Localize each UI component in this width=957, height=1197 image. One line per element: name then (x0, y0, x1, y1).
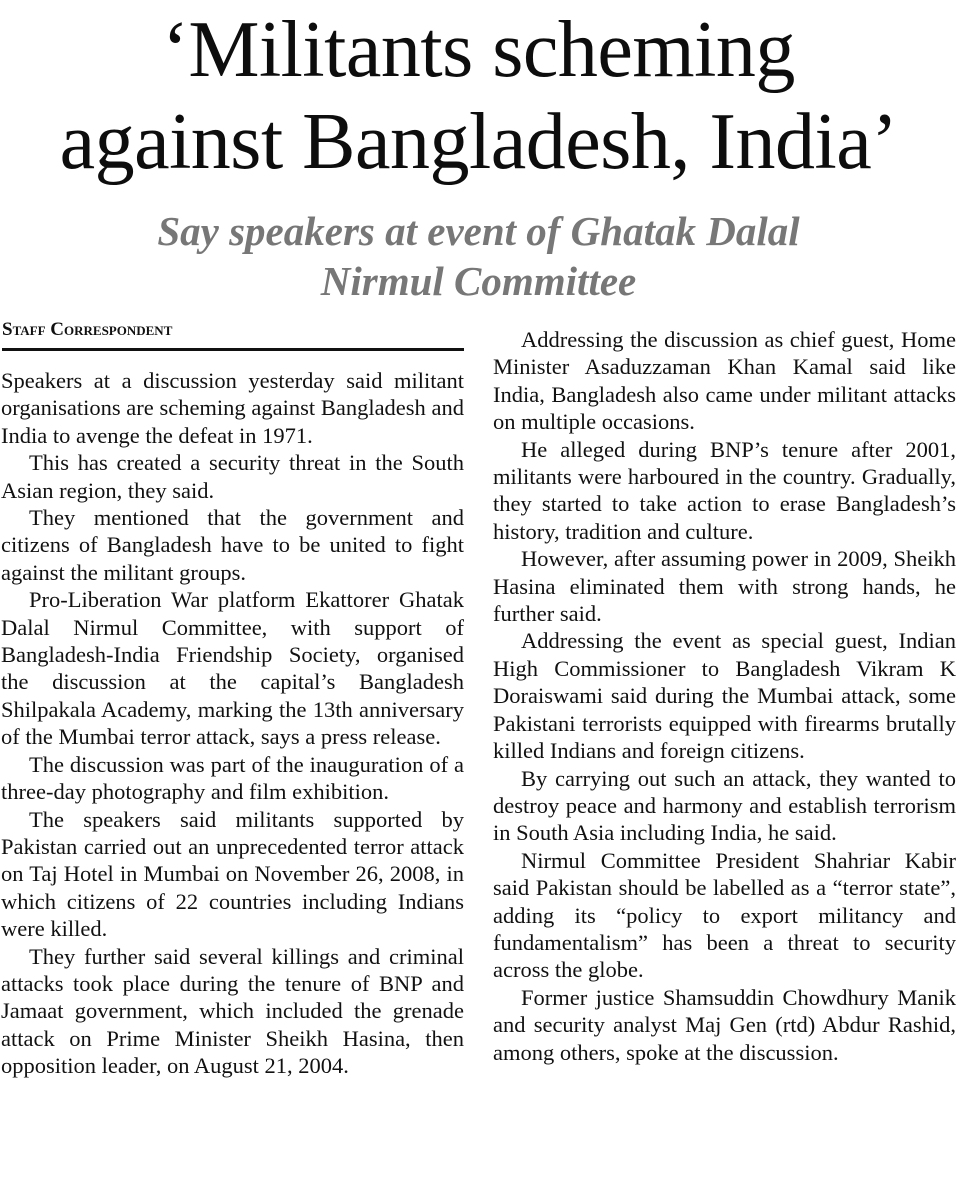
paragraph: They mentioned that the government and citizens of Bangladesh have to be united to fight against the militant groups. (1, 505, 464, 585)
subheadline (0, 206, 957, 306)
paragraph: By carrying out such an attack, they wanted to destroy peace and harmony and establish terrorism in South Asia including India, he said. (493, 765, 956, 846)
paragraph: Addressing the discussion as chief guest, Home Minister Asaduzzaman Khan Kamal said like India, Bangladesh also came under militant attacks on multiple occasions. (493, 327, 956, 435)
headline-line-2: against Bangladesh, India’ (59, 98, 898, 186)
paragraph: He alleged during BNP’s tenure after 2001, militants were harboured in the country. Gradually, they started to take action to erase Bangladesh’s history, tradition and culture. (493, 436, 956, 544)
paragraph: This has created a security threat in the South Asian region, they said. (1, 450, 464, 503)
paragraph: Pro-Liberation War platform Ekattorer Ghatak Dalal Nirmul Committee, with support of Bangladesh-India Friendship Society, organised the discussion at the capital’s Bangladesh Shilpakala Academy, marking the 13th anniversary of the Mumbai terror attack, says a press release. (1, 587, 464, 750)
paragraph: Addressing the event as special guest, Indian High Commissioner to Bangladesh Vikram K Doraiswami said during the Mumbai attack, some Pakistani terrorists equipped with firearms brutally killed Indians and foreign citizens. (493, 628, 956, 764)
paragraph: The discussion was part of the inauguration of a three-day photography and film exhibition. (1, 751, 464, 805)
paragraph: Speakers at a discussion yesterday said militant organisations are scheming against Bangladesh and India to avenge the defeat in 1971. (1, 368, 464, 448)
subheadline-line-1: Say speakers at event of Ghatak Dalal (157, 208, 800, 254)
headline-line-1: ‘Militants scheming (162, 6, 795, 94)
byline: Staff Correspondent (2, 319, 464, 351)
paragraph: However, after assuming power in 2009, Sheikh Hasina eliminated them with strong hands, he further said. (493, 546, 956, 627)
headline (0, 4, 957, 188)
paragraph: The speakers said militants supported by Pakistan carried out an unprecedented terror attack on Taj Hotel in Mumbai on November 26, 2008, in which citizens of 22 countries including Indians were killed. (1, 806, 464, 942)
paragraph: Nirmul Committee President Shahriar Kabir said Pakistan should be labelled as a “terror state”, adding its “policy to export militancy and fundamentalism” has been a threat to security across the globe. (493, 847, 956, 983)
subheadline-line-2: Nirmul Committee (320, 258, 637, 304)
article-column-left (1, 367, 464, 1080)
paragraph: Former justice Shamsuddin Chowdhury Manik and security analyst Maj Gen (rtd) Abdur Rashid, among others, spoke at the discussion. (493, 984, 956, 1065)
paragraph: They further said several killings and criminal attacks took place during the tenure of BNP and Jamaat government, which included the grenade attack on Prime Minister Sheikh Hasina, then opposition leader, on August 21, 2004. (1, 943, 464, 1079)
article-column-right (493, 326, 956, 1066)
